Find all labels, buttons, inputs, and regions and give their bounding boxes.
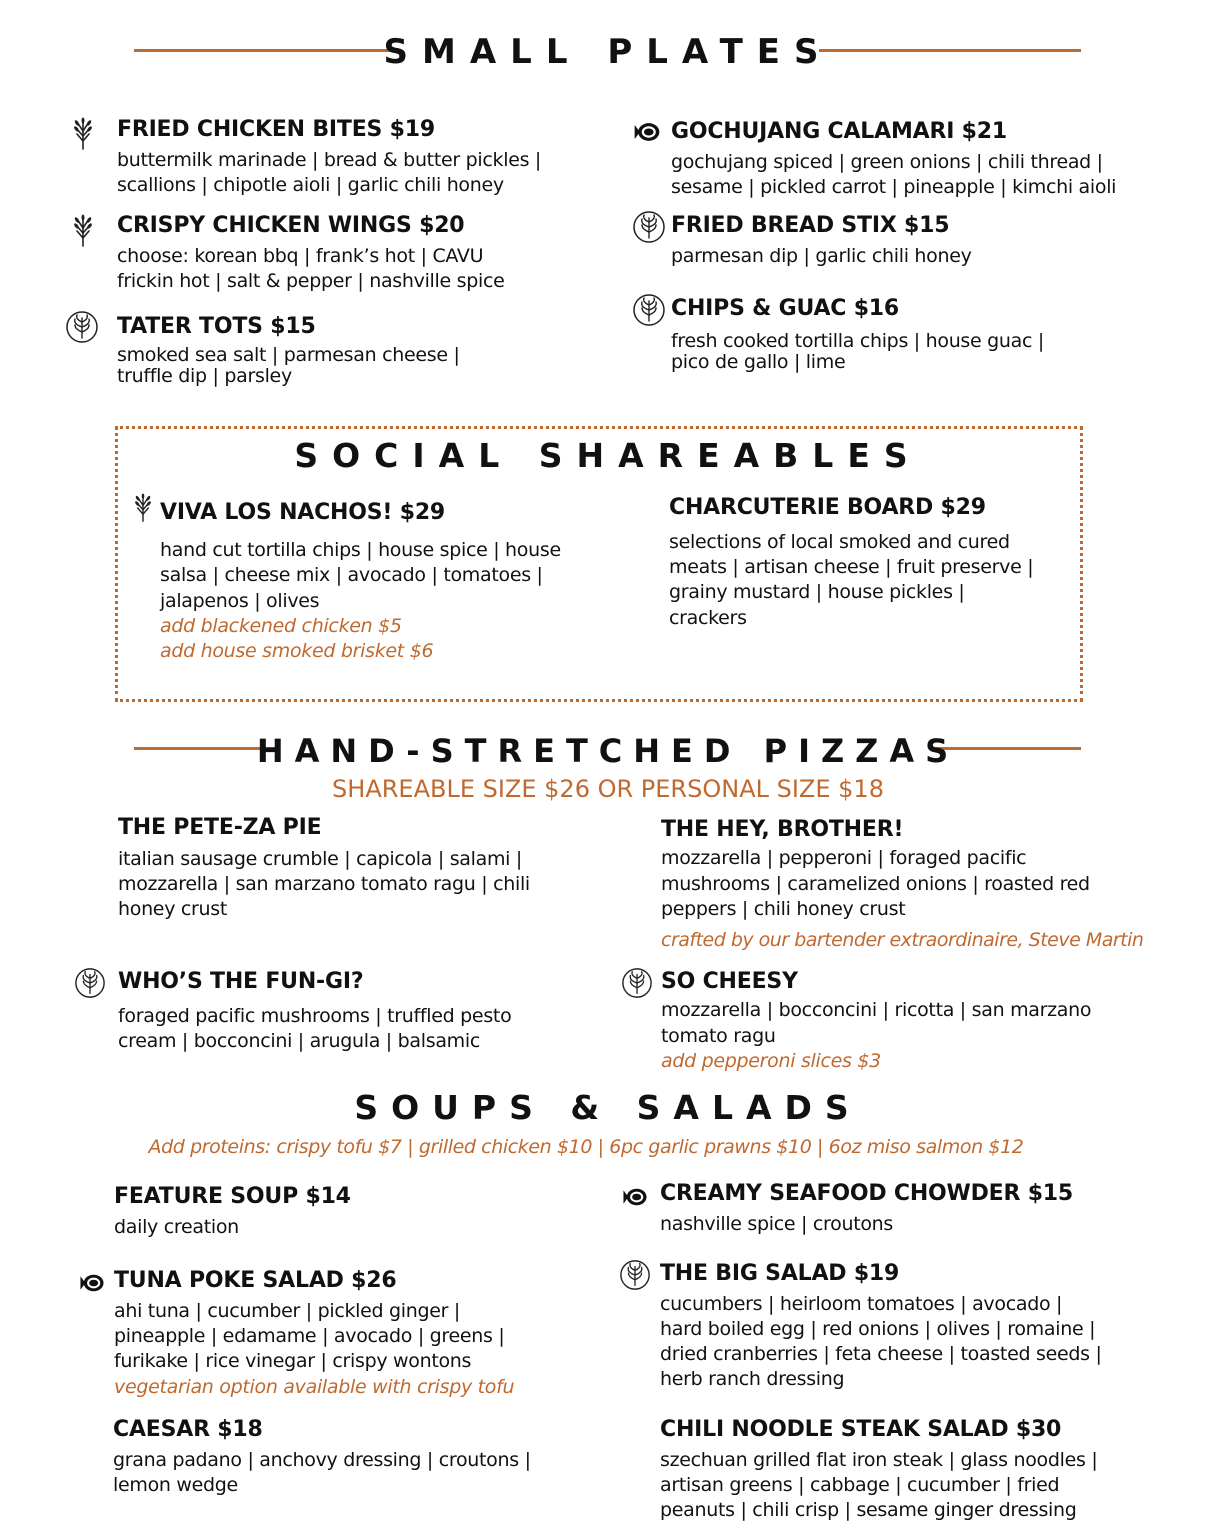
menu-item-name: CHARCUTERIE BOARD $29 xyxy=(669,495,986,520)
menu-item-desc: daily creation xyxy=(114,1216,239,1238)
wheat-icon xyxy=(66,214,100,248)
menu-item-desc: buttermilk marinade | bread & butter pickles | xyxy=(117,149,542,171)
menu-item-desc: smoked sea salt | parmesan cheese | xyxy=(117,344,460,366)
menu-item-addon: add house smoked brisket $6 xyxy=(160,640,434,662)
menu-item-desc: peppers | chili honey crust xyxy=(661,898,906,920)
vegetarian-leaf-icon xyxy=(619,1259,651,1291)
wheat-icon xyxy=(66,117,100,151)
menu-item-desc: honey crust xyxy=(118,898,228,920)
menu-item-desc: nashville spice | croutons xyxy=(660,1213,894,1235)
small-plates-title: SMALL PLATES xyxy=(383,32,833,72)
menu-item-desc: mozzarella | bocconcini | ricotta | san marzano xyxy=(661,999,1092,1021)
social-shareables-title: SOCIAL SHAREABLES xyxy=(294,436,922,475)
vegetarian-leaf-icon xyxy=(621,967,653,999)
menu-item-name: THE PETE-ZA PIE xyxy=(118,815,322,840)
menu-item-name: THE HEY, BROTHER! xyxy=(661,817,904,842)
menu-item-desc: peanuts | chili crisp | sesame ginger dressing xyxy=(660,1499,1077,1521)
seafood-fish-icon xyxy=(632,117,662,147)
vegetarian-leaf-icon xyxy=(65,310,99,344)
menu-item-addon: add blackened chicken $5 xyxy=(160,615,402,637)
menu-item-name: SO CHEESY xyxy=(661,969,798,994)
menu-item-desc: herb ranch dressing xyxy=(660,1368,845,1390)
menu-item-desc: crackers xyxy=(669,607,747,629)
menu-item-desc: cucumbers | heirloom tomatoes | avocado | xyxy=(660,1293,1063,1315)
menu-item-name: FRIED BREAD STIX $15 xyxy=(671,213,950,238)
menu-item-name: CREAMY SEAFOOD CHOWDER $15 xyxy=(660,1181,1074,1206)
pizzas-title: HAND-STRETCHED PIZZAS xyxy=(256,732,960,770)
vegetarian-leaf-icon xyxy=(74,967,106,999)
menu-item-desc: hand cut tortilla chips | house spice | house xyxy=(160,539,561,561)
menu-item-desc: szechuan grilled flat iron steak | glass noodles | xyxy=(660,1449,1098,1471)
menu-item-name: GOCHUJANG CALAMARI $21 xyxy=(671,119,1007,144)
menu-item-desc: lemon wedge xyxy=(113,1474,238,1496)
menu-item-desc: parmesan dip | garlic chili honey xyxy=(671,245,972,267)
menu-item-name: TATER TOTS $15 xyxy=(117,314,316,339)
menu-item-name: VIVA LOS NACHOS! $29 xyxy=(160,500,446,525)
soups-salads-title: SOUPS & SALADS xyxy=(354,1088,862,1127)
menu-item-name: TUNA POKE SALAD $26 xyxy=(114,1268,397,1293)
menu-item-desc: choose: korean bbq | frank’s hot | CAVU xyxy=(117,245,484,267)
menu-item-name: CHIPS & GUAC $16 xyxy=(671,296,900,321)
menu-item-name: THE BIG SALAD $19 xyxy=(660,1261,900,1286)
menu-item-desc: foraged pacific mushrooms | truffled pesto xyxy=(118,1005,512,1027)
vegetarian-leaf-icon xyxy=(632,293,666,327)
menu-item-addon: add pepperoni slices $3 xyxy=(661,1050,881,1072)
menu-item-desc: sesame | pickled carrot | pineapple | kimchi aioli xyxy=(671,176,1117,198)
menu-item-desc: grainy mustard | house pickles | xyxy=(669,581,965,603)
menu-item-desc: meats | artisan cheese | fruit preserve | xyxy=(669,556,1034,578)
pizzas-subtitle: SHAREABLE SIZE $26 OR PERSONAL SIZE $18 xyxy=(332,775,884,803)
menu-item-desc: artisan greens | cabbage | cucumber | fried xyxy=(660,1474,1060,1496)
menu-item-name: CRISPY CHICKEN WINGS $20 xyxy=(117,213,465,238)
menu-item-desc: grana padano | anchovy dressing | croutons | xyxy=(113,1449,531,1471)
menu-item-desc: hard boiled egg | red onions | olives | romaine | xyxy=(660,1318,1096,1340)
menu-item-desc: frickin hot | salt & pepper | nashville spice xyxy=(117,270,505,292)
menu-item-name: CHILI NOODLE STEAK SALAD $30 xyxy=(660,1417,1062,1442)
menu-item-name: CAESAR $18 xyxy=(113,1417,263,1442)
menu-item-desc: selections of local smoked and cured xyxy=(669,531,1010,553)
menu-item-desc: furikake | rice vinegar | crispy wontons xyxy=(114,1350,472,1372)
menu-item-desc: dried cranberries | feta cheese | toasted seeds | xyxy=(660,1343,1102,1365)
menu-item-note: crafted by our bartender extraordinaire, Steve Martin xyxy=(661,929,1144,951)
menu-item-desc: mozzarella | pepperoni | foraged pacific xyxy=(661,847,1027,869)
menu-item-desc: scallions | chipotle aioli | garlic chili honey xyxy=(117,174,504,196)
menu-item-desc: tomato ragu xyxy=(661,1025,776,1047)
seafood-fish-icon xyxy=(621,1183,649,1211)
wheat-icon xyxy=(128,493,158,523)
menu-item-desc: ahi tuna | cucumber | pickled ginger | xyxy=(114,1300,461,1322)
menu-item-desc: pineapple | edamame | avocado | greens | xyxy=(114,1325,505,1347)
menu-item-desc: truffle dip | parsley xyxy=(117,365,292,387)
add-proteins-line: Add proteins: crispy tofu $7 | grilled chicken $10 | 6pc garlic prawns $10 | 6oz miso salmon $12 xyxy=(148,1136,1024,1158)
menu-item-desc: cream | bocconcini | arugula | balsamic xyxy=(118,1030,480,1052)
menu-item-desc: gochujang spiced | green onions | chili thread | xyxy=(671,151,1103,173)
menu-item-name: FRIED CHICKEN BITES $19 xyxy=(117,117,435,142)
menu-item-desc: salsa | cheese mix | avocado | tomatoes | xyxy=(160,564,543,586)
menu-item-note: vegetarian option available with crispy tofu xyxy=(114,1376,515,1398)
menu-item-name: FEATURE SOUP $14 xyxy=(114,1184,351,1209)
menu-item-name: WHO’S THE FUN-GI? xyxy=(118,969,364,994)
menu-item-desc: jalapenos | olives xyxy=(160,590,320,612)
menu-item-desc: fresh cooked tortilla chips | house guac | xyxy=(671,330,1044,352)
menu-item-desc: pico de gallo | lime xyxy=(671,351,846,373)
seafood-fish-icon xyxy=(78,1269,106,1297)
vegetarian-leaf-icon xyxy=(632,210,666,244)
menu-item-desc: mozzarella | san marzano tomato ragu | chili xyxy=(118,873,530,895)
menu-item-desc: italian sausage crumble | capicola | salami | xyxy=(118,848,522,870)
menu-item-desc: mushrooms | caramelized onions | roasted red xyxy=(661,873,1090,895)
